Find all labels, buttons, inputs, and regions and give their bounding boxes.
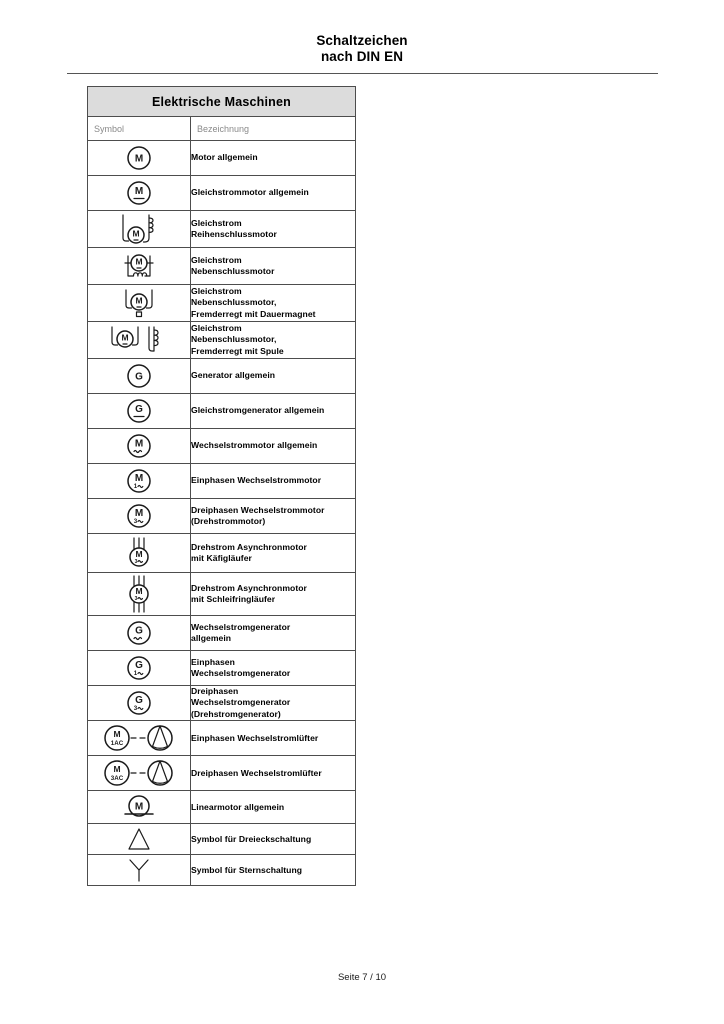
table-header-row [88,117,356,141]
designation-cell [191,573,356,616]
designation-line: Einphasen Wechselstrommotor [191,475,322,486]
table-row [88,686,356,721]
designation-cell [191,534,356,573]
symbol-cell [88,464,191,499]
designation-cell [191,429,356,464]
designation-line: allgemein [191,633,232,643]
table-row [88,534,356,573]
designation-line: Generator allgemein [191,370,276,381]
designation-line: Wechselstromgenerator [191,697,291,708]
electrical-machines-table [87,86,356,886]
table-row [88,211,356,248]
designation-line: Symbol für Sternschaltung [191,864,303,875]
designation-line: Wechselstromgenerator [191,621,291,632]
dc-shunt-motor-symbol [109,248,169,284]
dc-generator-general-symbol [116,394,162,428]
svg-text:M: M [121,332,129,343]
designation-cell [191,211,356,248]
designation-line: Drehstrom Asynchronmotor [191,582,307,593]
svg-text:1: 1 [133,483,138,490]
three-phase-ac-generator-symbol [116,686,162,720]
table-row [88,248,356,285]
table-row [88,499,356,534]
table-caption-row [88,87,356,117]
designation-line: Gleichstrom [191,285,242,296]
designation-line: Gleichstromgenerator allgemein [191,405,325,416]
designation-line: Wechselstromgenerator [191,668,291,678]
table-row [88,616,356,651]
linear-motor-symbol [114,791,164,823]
designation-cell [191,756,356,791]
symbol-cell [88,534,191,573]
svg-text:M: M [134,438,144,450]
designation-cell [191,285,356,322]
designation-line: Reihenschlussmotor [191,229,277,239]
designation-cell [191,464,356,499]
delta-connection-symbol [116,824,162,854]
generator-general-symbol [116,359,162,393]
table-row [88,285,356,322]
designation-cell [191,394,356,429]
designation-line: Nebenschlussmotor, [191,334,277,345]
designation-line: Gleichstrommotor allgemein [191,187,309,198]
symbol-cell [88,855,191,886]
symbol-cell [88,651,191,686]
page-footer [0,972,724,983]
svg-text:M: M [134,153,144,165]
symbol-cell [88,248,191,285]
document-title-line-1: Schaltzeichen [316,33,408,48]
table-row [88,141,356,176]
async-motor-slip-ring-symbol [116,573,162,615]
designation-line: mit Schleifringläufer [191,594,276,604]
table-row [88,322,356,359]
symbol-cell [88,176,191,211]
column-header-designation: Bezeichnung [191,117,356,141]
svg-text:3AC: 3AC [110,775,124,783]
designation-line: (Drehstromgenerator) [191,708,281,719]
symbol-cell [88,211,191,248]
symbol-cell [88,499,191,534]
svg-text:1AC: 1AC [110,740,124,748]
svg-text:G: G [135,660,143,671]
designation-line: Einphasen Wechselstromlüfter [191,732,319,743]
designation-line: Nebenschlussmotor [191,266,275,276]
table-row [88,824,356,855]
symbol-cell [88,824,191,855]
table-caption: Elektrische Maschinen [88,87,356,117]
designation-line: mit Käfigläufer [191,553,252,563]
symbol-cell [88,322,191,359]
designation-cell [191,651,356,686]
svg-text:G: G [135,404,143,415]
table-row [88,429,356,464]
table-row [88,464,356,499]
symbol-cell [88,394,191,429]
svg-text:3: 3 [134,559,138,565]
designation-line: Linearmotor allgemein [191,801,285,812]
designation-cell [191,855,356,886]
symbol-cell [88,285,191,322]
designation-line: Motor allgemein [191,152,258,163]
svg-text:3: 3 [134,596,138,602]
symbol-cell [88,791,191,824]
svg-text:G: G [135,625,143,637]
page-number-label: Seite 7 / 10 [337,972,387,983]
svg-text:M: M [132,228,140,239]
ac-motor-general-symbol [116,429,162,463]
designation-line: Nebenschlussmotor, [191,297,277,308]
designation-line: Wechselstrommotor allgemein [191,440,318,451]
symbol-cell [88,686,191,721]
table-row [88,394,356,429]
designation-line: Symbol für Dreieckschaltung [191,833,312,844]
designation-cell [191,141,356,176]
table-row [88,721,356,756]
designation-line: Drehstrom Asynchronmotor [191,541,307,552]
designation-cell [191,176,356,211]
svg-text:M: M [113,764,121,775]
symbol-cell [88,573,191,616]
three-phase-ac-fan-symbol [95,756,183,790]
svg-text:G: G [135,371,143,383]
symbol-cell [88,721,191,756]
star-connection-symbol [116,855,162,885]
dc-shunt-motor-coil-excited-symbol [101,322,177,358]
table-row [88,176,356,211]
designation-line: Gleichstrom [191,254,242,265]
svg-text:G: G [135,695,143,707]
designation-cell [191,721,356,756]
table-row [88,791,356,824]
svg-text:M: M [135,586,143,596]
symbol-cell [88,616,191,651]
designation-cell [191,791,356,824]
svg-text:M: M [134,186,144,197]
symbol-cell [88,141,191,176]
single-phase-ac-generator-symbol [116,651,162,685]
svg-text:M: M [113,729,121,740]
header-divider-rule [67,73,658,74]
designation-line: Dreiphasen Wechselstromlüfter [191,767,322,778]
designation-line: Dreiphasen [191,686,239,696]
designation-cell [191,322,356,359]
designation-line: Einphasen [191,656,235,667]
table-row [88,651,356,686]
dc-series-motor-symbol [109,211,169,247]
symbol-cell [88,359,191,394]
three-phase-ac-motor-symbol [116,499,162,533]
single-phase-ac-motor-symbol [116,464,162,498]
svg-text:M: M [134,801,144,813]
designation-cell [191,616,356,651]
svg-text:3: 3 [133,518,138,525]
table-row [88,573,356,616]
dc-motor-general-symbol [116,176,162,210]
svg-text:1: 1 [133,670,138,677]
column-header-symbol: Symbol [88,117,191,141]
designation-line: Fremderregt mit Spule [191,345,284,356]
svg-text:M: M [135,549,143,559]
designation-cell [191,499,356,534]
symbol-cell [88,429,191,464]
svg-text:M: M [134,473,144,484]
svg-text:M: M [135,295,143,306]
designation-line: Fremderregt mit Dauermagnet [191,308,316,319]
table-row [88,756,356,791]
designation-line: (Drehstrommotor) [191,516,266,526]
single-phase-ac-fan-symbol [95,721,183,755]
svg-text:M: M [134,508,144,519]
designation-cell [191,824,356,855]
document-title-line-2: nach DIN EN [320,49,404,64]
designation-cell [191,359,356,394]
svg-text:M: M [135,256,143,267]
designation-line: Gleichstrom [191,217,242,228]
symbol-cell [88,756,191,791]
motor-general-symbol [116,141,162,175]
async-motor-squirrel-cage-symbol [116,534,162,572]
designation-cell [191,248,356,285]
table-row [88,359,356,394]
ac-generator-general-symbol [116,616,162,650]
designation-line: Gleichstrom [191,322,242,333]
document-header [0,33,724,65]
designation-line: Dreiphasen Wechselstrommotor [191,504,325,515]
designation-cell [191,686,356,721]
svg-text:3: 3 [133,705,138,713]
table-row [88,855,356,886]
dc-shunt-motor-permanent-magnet-symbol [109,285,169,321]
